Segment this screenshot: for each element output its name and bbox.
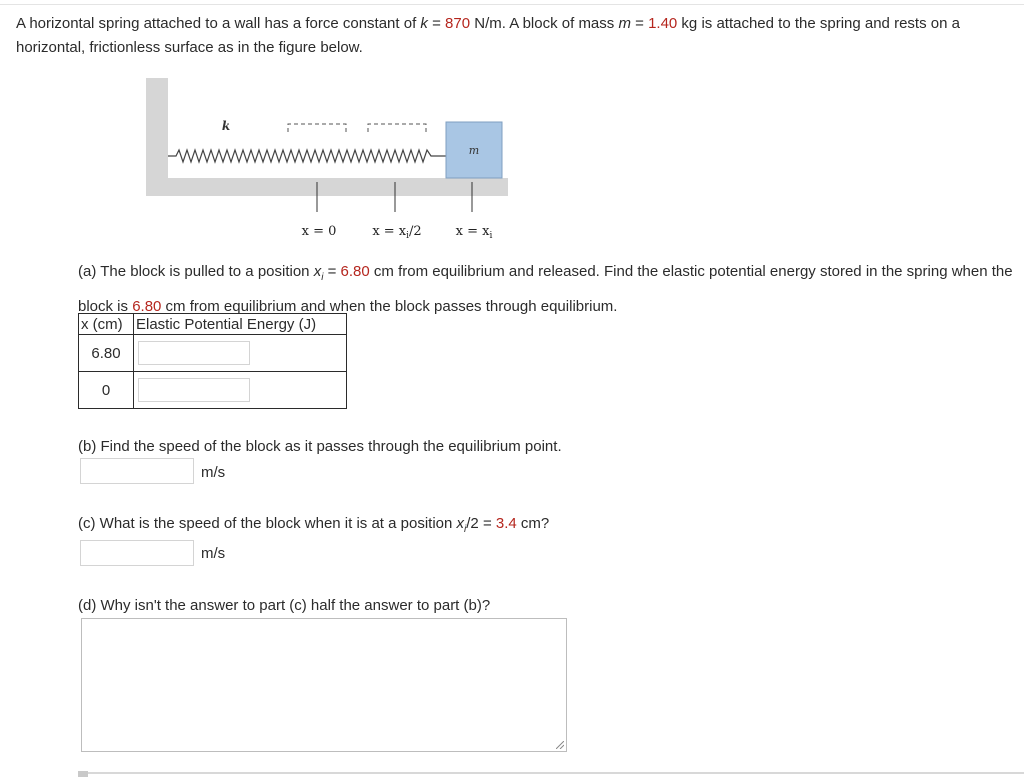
bottom-scroll-bar <box>78 772 1024 774</box>
part-d-question: (d) Why isn't the answer to part (c) half the answer to part (b)? <box>78 597 491 614</box>
unit-label-b: m/s <box>201 464 226 481</box>
speed-input-b[interactable] <box>80 458 194 484</box>
part-b-question: (b) Find the speed of the block as it passes through the equilibrium point. <box>78 438 562 455</box>
table-row <box>79 372 347 409</box>
mass-value: 1.40 <box>648 15 678 32</box>
label-xi: $x = x_i$ <box>455 224 493 241</box>
spring-bracket-left <box>288 124 346 132</box>
spring-constant-value: 870 <box>445 15 471 32</box>
resize-handle-icon[interactable] <box>556 741 564 749</box>
block-mass-label: m <box>468 144 480 157</box>
speed-input-c[interactable] <box>80 540 194 566</box>
label-x0: x = 0 <box>301 224 337 239</box>
part-a-question: (a) The block is pulled to a position $x_i = 6.80$ cm from equilibrium and released. Find the elastic potential energy stored in the spring when the block is 6.80 cm from equilibrium and when the block passes through equilibrium. <box>78 263 1013 315</box>
table-header-energy: Elastic Potential Energy (J) <box>134 314 347 335</box>
table-cell-x: 0 <box>79 372 134 409</box>
table-row <box>79 335 347 372</box>
energy-table <box>78 313 347 409</box>
problem-statement: A horizontal spring attached to a wall has a force constant of k = 870 N/m. A block of mass m = 1.40 kg is attached to the spring and rests on a horizontal, frictionless surface as in the figure below. <box>16 15 960 56</box>
table-cell-x: 6.80 <box>79 335 134 372</box>
spring <box>168 150 446 162</box>
unit-label-c: m/s <box>201 545 226 562</box>
spring-k-label: k <box>221 119 231 133</box>
spring-bracket-right <box>368 124 426 132</box>
scroll-knob[interactable] <box>78 771 88 777</box>
energy-input-row2[interactable] <box>138 378 250 402</box>
spring-block-figure <box>146 78 526 248</box>
floor <box>146 178 508 196</box>
energy-input-row1[interactable] <box>138 341 250 365</box>
top-divider <box>0 4 1024 5</box>
label-xhalf: $x = x_i/2$ <box>372 224 422 241</box>
part-c-question: (c) What is the speed of the block when it is at a position $x_i/2 = 3.4$ cm? <box>78 515 550 535</box>
table-header-x: x (cm) <box>79 314 134 335</box>
explanation-textarea[interactable] <box>81 618 567 752</box>
